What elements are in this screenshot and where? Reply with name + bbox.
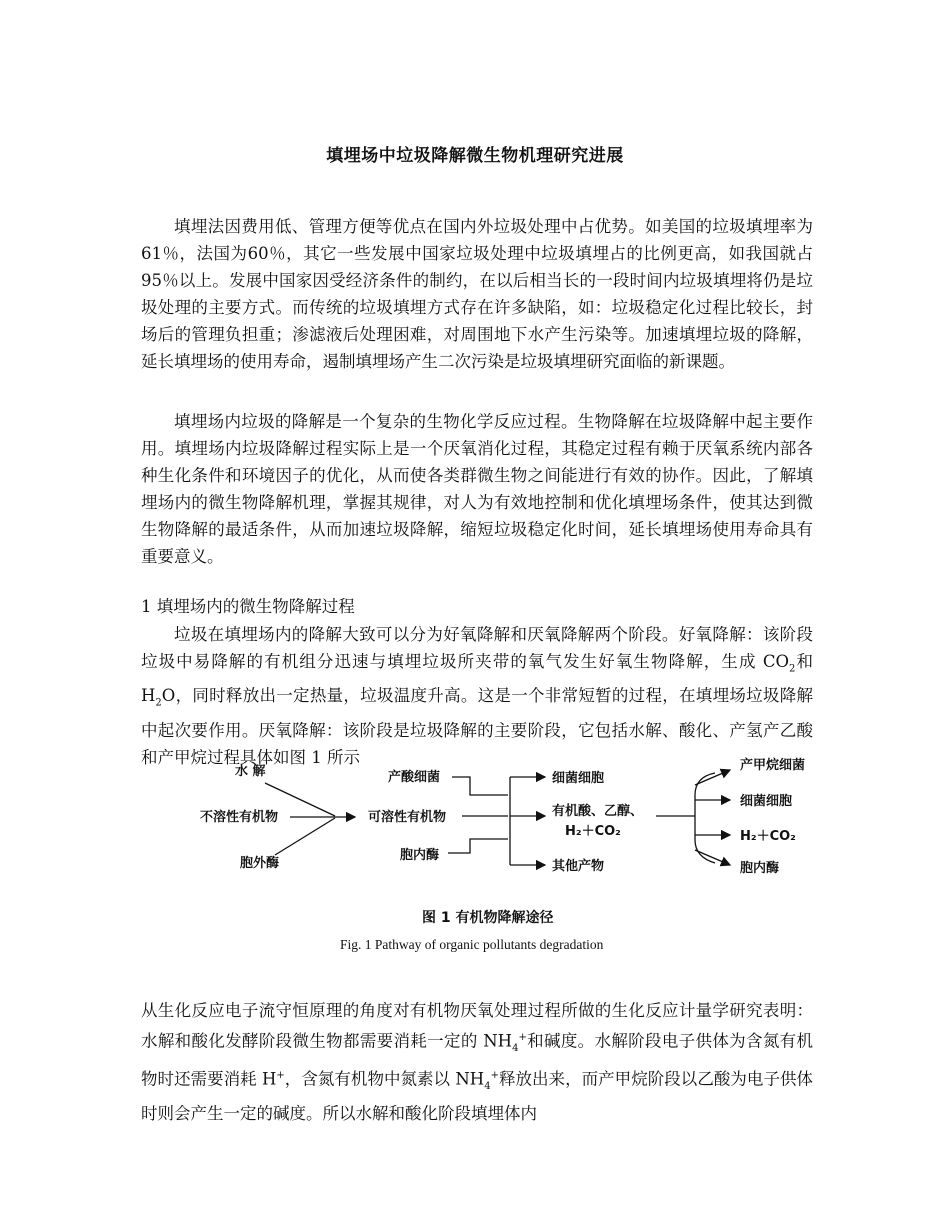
- arrow-exoenzyme: [275, 818, 335, 855]
- paragraph-1: [141, 213, 813, 375]
- connector-endoenzyme: [448, 839, 508, 853]
- section-1-heading: 1 填埋场内的微生物降解过程: [141, 597, 355, 616]
- p4-part-d: 释放出来，而产甲烷阶段以乙酸为电子供体时则会产生一定的碱度。所以水解和酸化阶段填埋体内: [141, 1069, 814, 1123]
- paragraph-3: [141, 621, 813, 771]
- arrow-methanogens: [695, 770, 730, 785]
- figure-caption-en: Fig. 1 Pathway of organic pollutants degradation: [340, 937, 604, 952]
- p3-part-b: 和 H: [141, 652, 813, 706]
- label-endoenzyme-2: 胞内酶: [740, 861, 780, 876]
- p4-sup-3: +: [490, 1069, 499, 1081]
- label-exoenzyme: 胞外酶: [240, 856, 280, 871]
- label-other-products: 其他产物: [552, 859, 605, 874]
- p4-part-b: 和碱度。水解阶段电子供体为含氮有机物时还需要消耗 H: [141, 1031, 814, 1089]
- figure-caption-cn: 图 1 有机物降解途径: [422, 910, 554, 926]
- p4-sup-2: +: [276, 1069, 285, 1081]
- label-methanogens: 产甲烷细菌: [740, 758, 806, 773]
- connector-acid-bacteria: [452, 777, 508, 795]
- p4-sup-1: +: [518, 1032, 527, 1043]
- label-soluble-organics: 可溶性有机物: [368, 810, 447, 825]
- p3-sub-2: 2: [155, 697, 162, 709]
- label-acid-bacteria: 产酸细菌: [388, 770, 441, 785]
- paragraph-4: [141, 997, 813, 1127]
- label-h2-co2: H₂＋CO₂: [565, 824, 621, 839]
- p4-sub-2: 4: [484, 1080, 491, 1092]
- paragraph-1-text: 填埋法因费用低、管理方便等优点在国内外垃圾处理中占优势。如美国的垃圾填埋率为61％，法国为60％，其它一些发展中国家垃圾处理中垃圾填埋占的比例更高，如我国就占95％以上。发展中国家因受经济条件的制约，在以后相当长的一段时间内垃圾填埋将仍是垃圾处理的主要方式。而传统的垃圾填埋方式存在许多缺陷，如：垃圾稳定化过程比较长，封场后的管理负担重；渗滤液后处理困难，对周围地下水产生污染等。加速填埋垃圾的降解，延长填埋场的使用寿命，遏制填埋场产生二次污染是垃圾填埋研究面临的新课题。: [141, 217, 813, 371]
- label-hydrolysis: 水 解: [235, 764, 266, 779]
- figure-1-pathway-diagram: [190, 755, 830, 970]
- p3-sub-1: 2: [789, 663, 796, 675]
- document-title: 填埋场中垃圾降解微生物机理研究进展: [326, 146, 624, 166]
- p3-part-a: 垃圾在填埋场内的降解大致可以分为好氧降解和厌氧降解两个阶段。好氧降解：该阶段垃圾中易降解的有机组分迅速与填埋垃圾所夹带的氧气发生好氧生物降解，生成 CO: [141, 625, 813, 671]
- p4-part-c: ，含氮有机物中氮素以 NH: [284, 1069, 485, 1089]
- right-brace: [695, 773, 715, 863]
- label-insoluble-organics: 不溶性有机物: [200, 810, 279, 825]
- paragraph-2-text: 填埋场内垃圾的降解是一个复杂的生物化学反应过程。生物降解在垃圾降解中起主要作用。填埋场内垃圾降解过程实际上是一个厌氧消化过程，其稳定过程有赖于厌氧系统内部各种生化条件和环境因子的优化，从而使各类群微生物之间能进行有效的协作。因此，了解填埋场内的微生物降解机理，掌握其规律，对人为有效地控制和优化填埋场条件，使其达到微生物降解的最适条件，从而加速垃圾降解，缩短垃圾稳定化时间，延长填埋场使用寿命具有重要意义。: [141, 412, 813, 566]
- p4-sub-1: 4: [512, 1042, 519, 1054]
- p3-part-c: O，同时释放出一定热量，垃圾温度升高。这是一个非常短暂的过程，在填埋场垃圾降解中起次要作用。厌氧降解：该阶段是垃圾降解的主要阶段，它包括水解、酸化、产氢产乙酸和产甲烷过程具体如图 1 所示: [141, 686, 813, 767]
- p4-part-a: 从生化反应电子流守恒原理的角度对有机物厌氧处理过程所做的生化反应计量学研究表明：水解和酸化发酵阶段微生物都需要消耗一定的 NH: [141, 1001, 813, 1051]
- label-organic-acids: 有机酸、乙醇、: [552, 804, 644, 819]
- label-h2-co2-2: H₂＋CO₂: [740, 829, 796, 844]
- label-bacterial-cell: 细菌细胞: [552, 771, 605, 786]
- label-endoenzyme: 胞内酶: [400, 848, 440, 863]
- paragraph-2: [141, 408, 813, 570]
- paragraph-4-text: [141, 997, 813, 1127]
- label-bacterial-cell-2: 细菌细胞: [740, 794, 793, 809]
- paragraph-3-text: [141, 621, 813, 771]
